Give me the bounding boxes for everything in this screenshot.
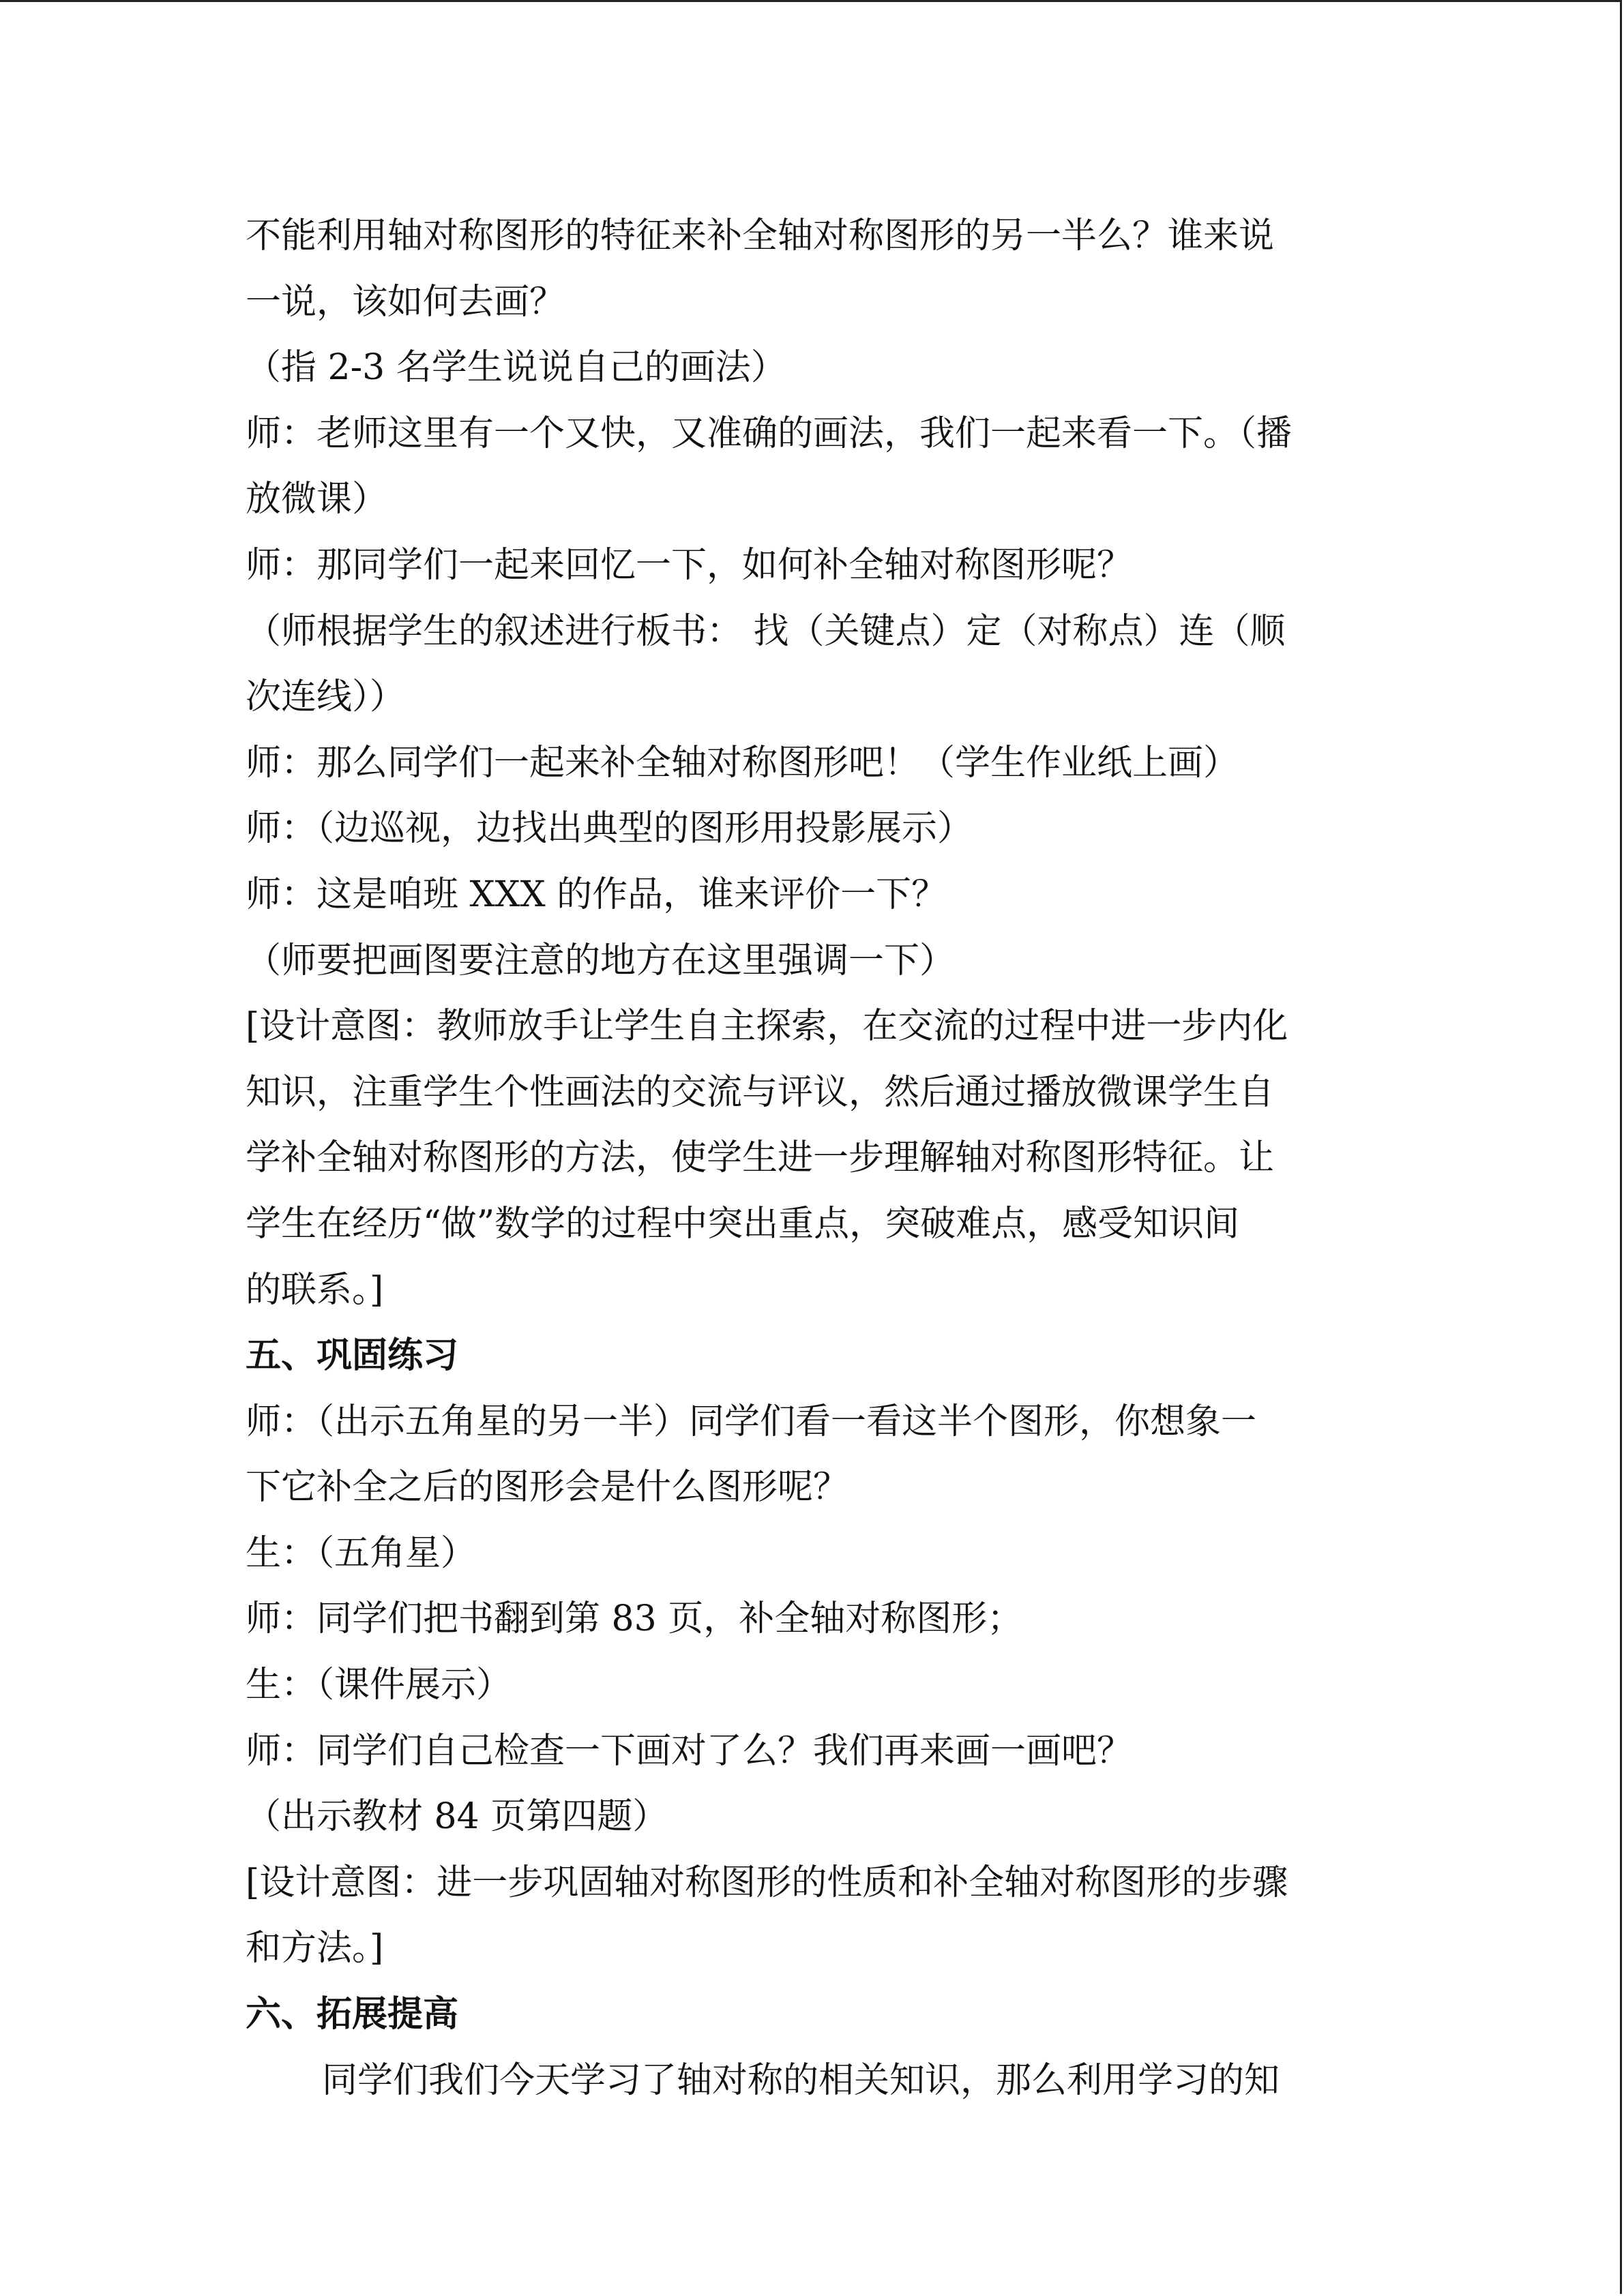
design-intent-line: 学补全轴对称图形的方法，使学生进一步理解轴对称图形特征。让 (246, 1137, 1275, 1179)
section-heading-extension: 六、拓展提高 (246, 1993, 459, 2036)
text-line: 放微课） (246, 479, 388, 520)
design-intent-line: [设计意图：进一步巩固轴对称图形的性质和补全轴对称图形的步骤 (246, 1862, 1288, 1903)
text-line: （指 2-3 名学生说说自己的画法） (246, 347, 786, 389)
text-line: （出示教材 84 页第四题） (246, 1796, 668, 1838)
design-intent-line: 学生在经历“做”数学的过程中突出重点，突破难点，感受知识间 (246, 1203, 1240, 1244)
text-line: 师：那么同学们一起来补全轴对称图形吧！（学生作业纸上画） (246, 742, 1239, 784)
text-line: 师：（出示五角星的另一半）同学们看一看这半个图形，你想象一 (246, 1401, 1257, 1442)
section-heading-consolidation: 五、巩固练习 (246, 1335, 459, 1377)
text-line: 师：老师这里有一个又快，又准确的画法，我们一起来看一下。（播 (246, 413, 1293, 454)
design-intent-line: 知识，注重学生个性画法的交流与评议，然后通过播放微课学生自 (246, 1071, 1275, 1113)
text-line: 下它补全之后的图形会是什么图形呢？ (246, 1467, 849, 1508)
design-intent-line: [设计意图：教师放手让学生自主探索，在交流的过程中进一步内化 (246, 1006, 1288, 1047)
text-line: 师：这是咱班 XXX 的作品，谁来评价一下？ (246, 874, 947, 915)
text-line: 生：（五角星） (246, 1532, 477, 1574)
text-line: 师：同学们把书翻到第 83 页，补全轴对称图形； (246, 1598, 1023, 1640)
text-line: 师：那同学们一起来回忆一下，如何补全轴对称图形呢？ (246, 544, 1133, 586)
text-line: 不能利用轴对称图形的特征来补全轴对称图形的另一半么？谁来说 (246, 215, 1275, 256)
text-line: （师要把画图要注意的地方在这里强调一下） (246, 940, 956, 981)
text-line: 次连线）） (246, 676, 406, 718)
design-intent-line: 的联系。] (246, 1269, 384, 1311)
text-line: 生：（课件展示） (246, 1665, 512, 1706)
document-body (246, 203, 1378, 2113)
text-line: 师：（边巡视，边找出典型的图形用投影展示） (246, 808, 973, 850)
design-intent-line: 和方法。] (246, 1928, 384, 1969)
text-line: （师根据学生的叙述进行板书： 找（关键点）定（对称点）连（顺 (246, 610, 1286, 652)
text-line: 师：同学们自己检查一下画对了么？我们再来画一画吧？ (246, 1730, 1133, 1772)
paragraph-first-line: 同学们我们今天学习了轴对称的相关知识，那么利用学习的知 (322, 2059, 1280, 2101)
text-line: 一说，该如何去画？ (246, 281, 565, 323)
